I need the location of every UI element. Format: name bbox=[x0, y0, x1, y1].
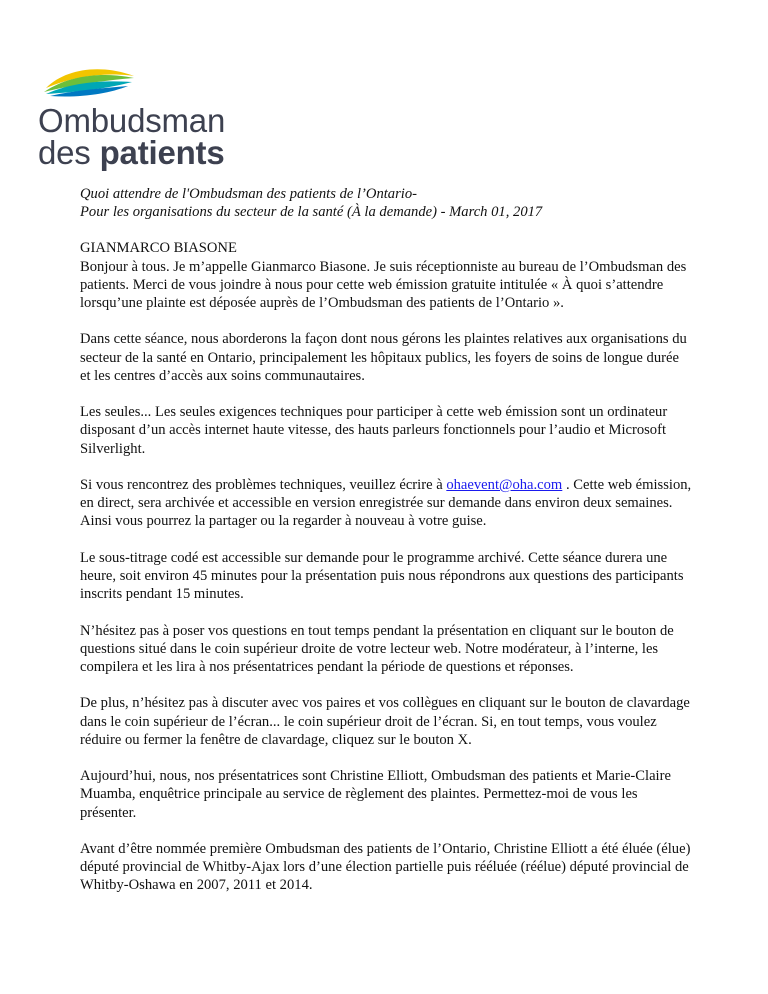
document-header bbox=[80, 185, 692, 221]
logo-text-line1: Ombudsman bbox=[38, 102, 226, 139]
paragraph-5: Le sous-titrage codé est accessible sur demande pour le programme archivé. Cette séance durera une heure, soit environ 45 minutes pour la présentation puis nous répondrons aux questions des participants inscrits pendant 15 minutes. bbox=[80, 549, 684, 603]
paragraph-8: Aujourd’hui, nous, nos présentatrices sont Christine Elliott, Ombudsman des patients et Marie-Claire Muamba, enquêtrice principale au service de règlement des plaintes. Permettez-moi de vous les présenter. bbox=[80, 768, 671, 821]
header-line-2: Pour les organisations du secteur de la santé (À la demande) - March 01, 2017 bbox=[80, 204, 543, 221]
logo-word-patients: patients bbox=[99, 134, 225, 171]
paragraph-1: Bonjour à tous. Je m’appelle Gianmarco Biasone. Je suis réceptionniste au bureau de l’Ombudsman des patients. Merci de vous joindre à nous pour cette web émission gratuite intitulée « À quoi s’attendre lorsqu’une plainte est déposée auprès de l’Ombudsman des patients de l’Ontario ». bbox=[80, 258, 687, 312]
transcript-body bbox=[80, 185, 692, 913]
logo-word-des: des bbox=[38, 134, 91, 171]
paragraph-7: De plus, n’hésitez pas à discuter avec vos paires et vos collègues en cliquant sur le bouton de clavardage dans le coin supérieur de l’écran... le coin supérieur droit de l’écran. Si, en tout temps, vous voulez réduire ou fermer la fenêtre de clavardage, cliquez sur le bouton X. bbox=[80, 695, 690, 748]
header-line-1: Quoi attendre de l'Ombudsman des patients de l’Ontario- bbox=[80, 186, 417, 202]
logo-arc-icon bbox=[40, 62, 136, 102]
paragraph-4-before: Si vous rencontrez des problèmes techniques, veuillez écrire à bbox=[80, 477, 447, 493]
logo-text-line2 bbox=[38, 136, 225, 169]
ombudsman-logo bbox=[38, 62, 238, 172]
speaker-name: GIANMARCO BIASONE bbox=[80, 240, 237, 257]
paragraph-9: Avant d’être nommée première Ombudsman des patients de l’Ontario, Christine Elliott a été éluée (élue) député provincial de Whitby-Ajax lors d’une élection partielle puis rééluée (réélue) député provincial de Whitby-Oshawa en 2007, 2011 et 2014. bbox=[80, 840, 691, 894]
email-link[interactable]: ohaevent@oha.com bbox=[446, 477, 563, 493]
paragraph-4 bbox=[80, 476, 692, 531]
paragraph-6: N’hésitez pas à poser vos questions en tout temps pendant la présentation en cliquant sur le bouton de questions situé dans le coin supérieur droite de votre lecteur web. Notre modérateur, à l’interne, les compilera et les lira à nos présentatrices pendant la période de questions et réponses. bbox=[80, 622, 674, 675]
paragraph-3: Les seules... Les seules exigences techniques pour participer à cette web émission sont un ordinateur disposant d’un accès internet haute vitesse, des hauts parleurs fonctionnels pour l’audio et Microsoft Silverlight. bbox=[80, 404, 668, 457]
paragraph-2: Dans cette séance, nous aborderons la façon dont nous gérons les plaintes relatives aux organisations du secteur de la santé en Ontario, principalement les hôpitaux publics, les foyers de soins de longue durée et les centres d’accès aux soins communautaires. bbox=[80, 331, 687, 384]
paragraph-4-after: . Cette web émission, en direct, sera archivée et accessible en version enregistrée sur demande dans environ deux semaines. Ainsi vous pourrez la partager ou la regarder à nouveau à votre guise. bbox=[80, 477, 692, 530]
